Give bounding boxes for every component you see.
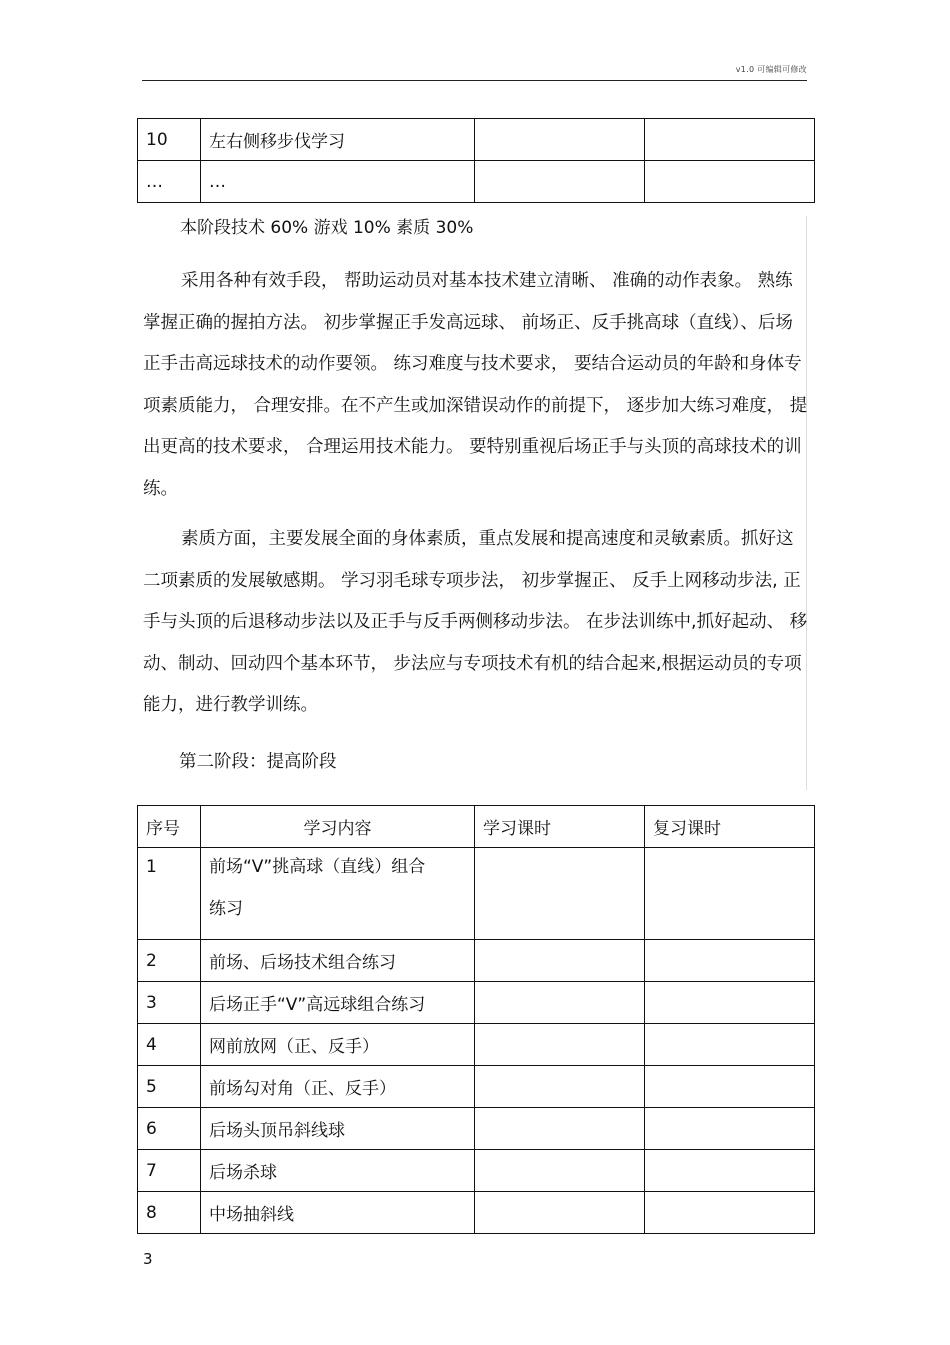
row-content — [201, 848, 475, 940]
table-row — [138, 1066, 815, 1108]
stage-two-title: 第二阶段：提高阶段 — [179, 752, 337, 772]
row-study-hours — [475, 161, 645, 203]
table-row — [138, 1150, 815, 1192]
row-review-hours — [645, 982, 815, 1024]
row-content: 网前放网（正、反手） — [201, 1024, 475, 1066]
row-review-hours — [645, 848, 815, 940]
row-number: 2 — [138, 940, 201, 982]
table-row — [138, 1024, 815, 1066]
row-study-hours — [475, 1024, 645, 1066]
row-review-hours — [645, 1066, 815, 1108]
row-number: 8 — [138, 1192, 201, 1234]
row-review-hours — [645, 940, 815, 982]
row-content: 后场正手“V”高远球组合练习 — [201, 982, 475, 1024]
row-content: 前场、后场技术组合练习 — [201, 940, 475, 982]
fitness-paragraph — [143, 519, 808, 727]
row-number: 10 — [138, 119, 201, 161]
table-row — [138, 161, 815, 203]
row-content-line2: 练习 — [209, 899, 243, 919]
header-rule — [142, 80, 807, 81]
row-study-hours — [475, 1066, 645, 1108]
row-study-hours — [475, 119, 645, 161]
row-review-hours — [645, 1108, 815, 1150]
row-study-hours — [475, 848, 645, 940]
row-review-hours — [645, 119, 815, 161]
header-study-hours: 学习课时 — [475, 806, 645, 848]
fitness-paragraph-text: 素质方面，主要发展全面的身体素质，重点发展和提高速度和灵敏素质。抓好这二项素质的发展敏感期。 学习羽毛球专项步法， 初步掌握正、 反手上网移动步法, 正手与头顶的后退移动步法以及正手与反手两侧移动步法。 在步法训练中,抓好起动、 移动、制动、回动四个基本环节， 步法应与专项技术有机的结合起来,根据运动员的专项能力，进行教学训练。 — [143, 529, 808, 715]
row-content-line1: 前场“V”挑高球（直线）组合 — [209, 857, 426, 877]
table-row — [138, 1192, 815, 1234]
row-review-hours — [645, 1192, 815, 1234]
header-number: 序号 — [138, 806, 201, 848]
row-content: 后场杀球 — [201, 1150, 475, 1192]
page-number: 3 — [143, 1250, 153, 1268]
table-row — [138, 982, 815, 1024]
row-review-hours — [645, 161, 815, 203]
table-header-row — [138, 806, 815, 848]
row-study-hours — [475, 1192, 645, 1234]
row-content: … — [201, 161, 475, 203]
row-number: 7 — [138, 1150, 201, 1192]
row-review-hours — [645, 1024, 815, 1066]
stage-ratio-line: 本阶段技术 60% 游戏 10% 素质 30% — [180, 218, 474, 238]
row-study-hours — [475, 1150, 645, 1192]
header-version-note: v1.0 可编辑可修改 — [735, 65, 807, 74]
table-row — [138, 940, 815, 982]
technique-paragraph-text: 采用各种有效手段， 帮助运动员对基本技术建立清晰、 准确的动作表象。 熟练掌握正确的握拍方法。 初步掌握正手发高远球、 前场正、反手挑高球（直线）、后场正手击高远球技术的动作要领。 练习难度与技术要求， 要结合运动员的年龄和身体专项素质能力， 合理安排。在不产生或加深错误动作的前提下， 逐步加大练习难度， 提出更高的技术要求， 合理运用技术能力。 要特别重视后场正手与头顶的高球技术的训练。 — [143, 271, 808, 499]
row-number: 3 — [138, 982, 201, 1024]
table-row — [138, 848, 815, 940]
row-number: 4 — [138, 1024, 201, 1066]
course-table-stage2 — [137, 805, 815, 1234]
row-content: 后场头顶吊斜线球 — [201, 1108, 475, 1150]
row-content: 中场抽斜线 — [201, 1192, 475, 1234]
course-table-stage1-continued — [137, 118, 815, 203]
row-number-text: 1 — [146, 857, 157, 877]
row-number — [138, 848, 201, 940]
row-review-hours — [645, 1150, 815, 1192]
technique-paragraph — [143, 261, 808, 510]
row-content: 前场勾对角（正、反手） — [201, 1066, 475, 1108]
row-number: 6 — [138, 1108, 201, 1150]
header-review-hours: 复习课时 — [645, 806, 815, 848]
header-content: 学习内容 — [201, 806, 475, 848]
row-number: … — [138, 161, 201, 203]
row-content: 左右侧移步伐学习 — [201, 119, 475, 161]
table-row — [138, 1108, 815, 1150]
row-number: 5 — [138, 1066, 201, 1108]
row-study-hours — [475, 940, 645, 982]
row-study-hours — [475, 1108, 645, 1150]
row-study-hours — [475, 982, 645, 1024]
table-row — [138, 119, 815, 161]
